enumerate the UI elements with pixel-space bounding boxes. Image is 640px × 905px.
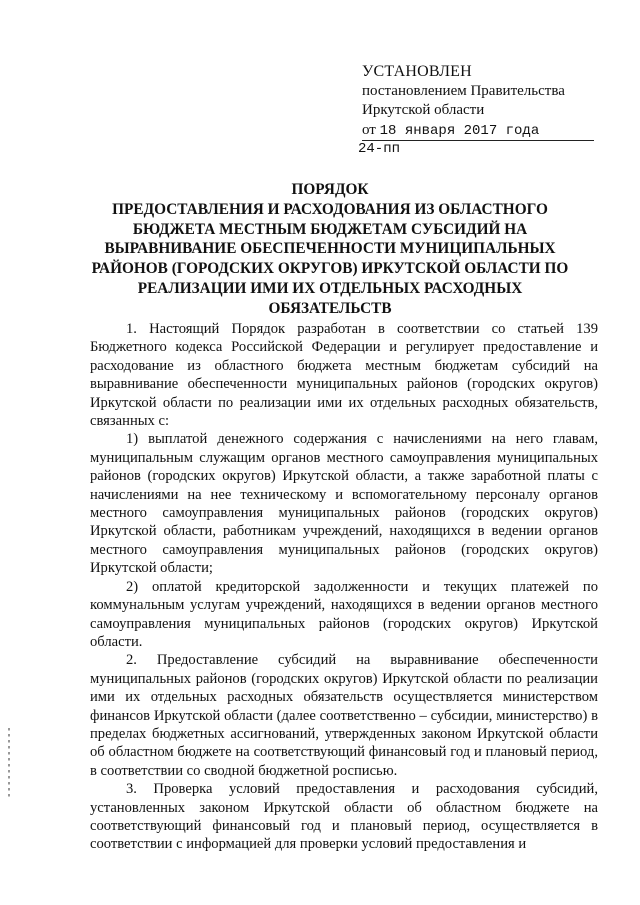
paragraph: 1. Настоящий Порядок разработан в соответствии со статьей 139 Бюджетного кодекса Российской Федерации и регулирует предоставление и расходование из областного бюджета местным бюджетам субсидий на выравнивание обеспеченности муниципальных районов (городских округов) Иркутской области по реализации ими их отдельных расходных обязательств, связанных с:	[90, 321, 598, 430]
approval-date: 18 января 2017 года	[379, 123, 540, 139]
title-line: ПРЕДОСТАВЛЕНИЯ И РАСХОДОВАНИЯ ИЗ ОБЛАСТНОГО	[112, 200, 548, 218]
document-title	[80, 180, 580, 319]
title-line: ОБЯЗАТЕЛЬСТВ	[268, 299, 392, 317]
title-line: РАЙОНОВ (ГОРОДСКИХ ОКРУГОВ) ИРКУТСКОЙ ОБЛАСТИ ПО	[91, 260, 569, 278]
approval-line-2: Иркутской области	[362, 102, 485, 118]
paragraph: 2) оплатой кредиторской задолженности и текущих платежей по коммунальным услугам учреждений, находящихся в ведении органов местного самоуправления муниципальных районов (городских округов) Иркутской области.	[90, 578, 598, 650]
title-line: РЕАЛИЗАЦИИ ИМИ ИХ ОТДЕЛЬНЫХ РАСХОДНЫХ	[137, 279, 523, 297]
document-body	[90, 320, 598, 854]
approval-line-1: постановлением Правительства	[362, 83, 565, 99]
paragraph: 1) выплатой денежного содержания с начислениями на него главам, муниципальным служащим органов местного самоуправления муниципальных районов (городских округов) Иркутской области, а также заработной платы с начислениями на нее техническому и вспомогательному персоналу органов местного самоуправления муниципальных районов (городских округов) Иркутской области, работникам учреждений, находящихся в ведении органов местного самоуправления муниципальных районов (городских округов) Иркутской области;	[90, 431, 598, 577]
approval-heading: УСТАНОВЛЕН	[362, 63, 472, 80]
title-line: БЮДЖЕТА МЕСТНЫМ БЮДЖЕТАМ СУБСИДИЙ НА	[132, 220, 528, 238]
title-line: ВЫРАВНИВАНИЕ ОБЕСПЕЧЕННОСТИ МУНИЦИПАЛЬНЫХ	[104, 240, 556, 258]
approval-date-prefix: от	[362, 122, 376, 138]
title-line: ПОРЯДОК	[291, 181, 369, 198]
paragraph: 2. Предоставление субсидий на выравнивание обеспеченности муниципальных районов (городских округов) Иркутской области по реализации ими их отдельных расходных обязательств осуществляется министерством финансов Иркутской области (далее соответственно – субсидии, министерство) в пределах бюджетных ассигнований, утвержденных законом Иркутской области об областном бюджете на соответствующий финансовый год и плановый период, в соответствии со сводной бюджетной росписью.	[90, 652, 598, 779]
approval-date-line	[362, 121, 594, 141]
approval-stamp-block	[358, 62, 612, 157]
approval-number: 24-пп	[358, 141, 401, 157]
paragraph: 3. Проверка условий предоставления и расходования субсидий, установленных законом Иркутской области об областном бюджете на соответствующий финансовый год и плановый период, осуществляется в соответствии с информацией для проверки условий предоставления и	[90, 781, 598, 853]
scan-margin-mark	[8, 728, 10, 798]
